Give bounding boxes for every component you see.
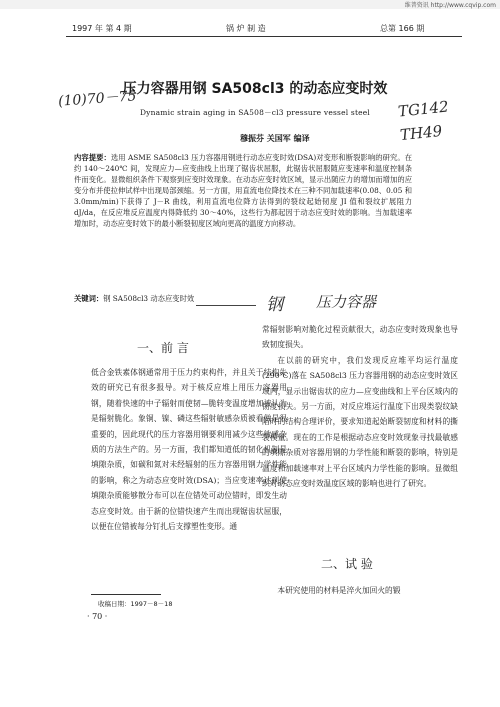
article-title: 压力容器用钢 SA508cl3 的动态应变时效 bbox=[122, 81, 388, 97]
abstract-label: 内容提要： bbox=[74, 153, 111, 162]
header-total-issue: 总第 166 期 bbox=[380, 24, 425, 33]
header-journal: 锅 炉 制 造 bbox=[226, 24, 266, 33]
handwritten-class-1: TG142 bbox=[397, 97, 450, 121]
section-2-heading: 二、试 验 bbox=[321, 557, 373, 571]
header-issue: 1997 年 第 4 期 bbox=[72, 24, 132, 33]
section-1-right-text-1: 常辐射影响对脆化过程贡献很大，动态应变时效现象也导致韧度损失。 bbox=[262, 325, 458, 350]
handwritten-ref: (10)70－75 bbox=[57, 88, 137, 110]
keywords bbox=[74, 294, 194, 304]
section-1-heading: 一、前 言 bbox=[137, 341, 189, 355]
handwritten-class-2: TH49 bbox=[399, 121, 444, 145]
handwritten-keyword-2: 压力容器 bbox=[316, 293, 377, 311]
watermark: 维普资讯 http://www.cqvip.com bbox=[404, 2, 496, 9]
section-1-right-text-2: 在以前的研究中，我们发现反应堆平均运行温度(290℃)落在 SA508cl3 压力容器用钢的动态应变时效区域内，显示出锯齿状的应力—应变曲线和上平台区域内的韧度损失。另一方面，对反应堆运行温度下出现类裂纹缺陷时的结构合理评价，要求知道起始断裂韧度和材料的撕裂模量。现在的工作是根据动态应变时效现象寻找最敏感的填隙杂质对容器用钢的力学性能和断裂的影响，特别是温度和加载速率对上平台区域内力学性能的影响。显微组织对动态应变时效温度区域的影响也进行了研究。 bbox=[262, 355, 458, 489]
header-rule bbox=[66, 36, 462, 37]
abstract bbox=[74, 152, 412, 229]
english-title: Dynamic strain aging in SA508－cl3 pressure vessel steel bbox=[139, 108, 371, 117]
keywords-text: 钢 SA508cl3 动态应变时效 bbox=[103, 294, 195, 303]
keywords-label: 关键词： bbox=[74, 294, 104, 303]
page-number: · 70 · bbox=[87, 612, 108, 621]
footnote: 收稿日期：1997－8－18 bbox=[98, 600, 173, 608]
keywords-underline bbox=[196, 305, 256, 306]
right-column bbox=[262, 322, 458, 491]
footnote-rule bbox=[91, 594, 161, 595]
handwritten-keyword-1: 钢 bbox=[266, 295, 283, 315]
section-2-text: 本研究使用的材料是淬火加回火的锻 bbox=[277, 586, 401, 595]
authors: 穆振芬 关国军 编译 bbox=[240, 134, 310, 143]
section-1-left-text: 低合金铁素体钢通常用于压力约束构件，并且关于结构失效的研究已有很多报导。对于核反应堆上用压力容器用钢，随着快速的中子辐射而使韧—脆转变温度增加被认为是辐射脆化。象铜、镍、磷这些辐射敏感杂质被看做是很重要的，因此现代的压力容器用钢要利用减少这些敏感杂质的方法生产的。另一方面，我们都知道低的韧化机制是填隙杂质，如碳和氮对未经辐射的压力容器用钢力学性能的影响，称之为动态应变时效(DSA)；当应变速率达到使填隙杂质能够散分布可以在位错处可动位错时，即发生动态应变时效。由于新的位错快速产生而出现锯齿状屈服，以便在位错被每分钉扎后支撑塑性变形。通 bbox=[91, 368, 287, 532]
abstract-text: 选用 ASME SA508cl3 压力容器用钢进行动态应变时效(DSA)对变形和断裂影响的研究。在约 140～240℃ 间，发现应力—应变曲线上出现了锯齿状屈服，此锯齿状屈服随应变速率和温度控制条件而变化。显微组织条件下观察到应变时效现象。在动态应变时效区域，显示出随应力的增加而增加的应变分布并使拉伸试样中出现局部颈缩。另一方面，用直流电位降技术在三种不同加载速率(0.08、0.05 和 3.0mm/min)下获得了 J－R 曲线，利用直流电位降方法得到的裂纹起始韧度 JI 值和裂纹扩展阻力 dJ/da，在反应堆反应温度内得降低约 30～40%，这些行为都起因于动态应变时效的影响。当加载速率增加时，动态应变时效下的最小断裂韧度区域向更高的温度方向移动。 bbox=[74, 153, 413, 228]
